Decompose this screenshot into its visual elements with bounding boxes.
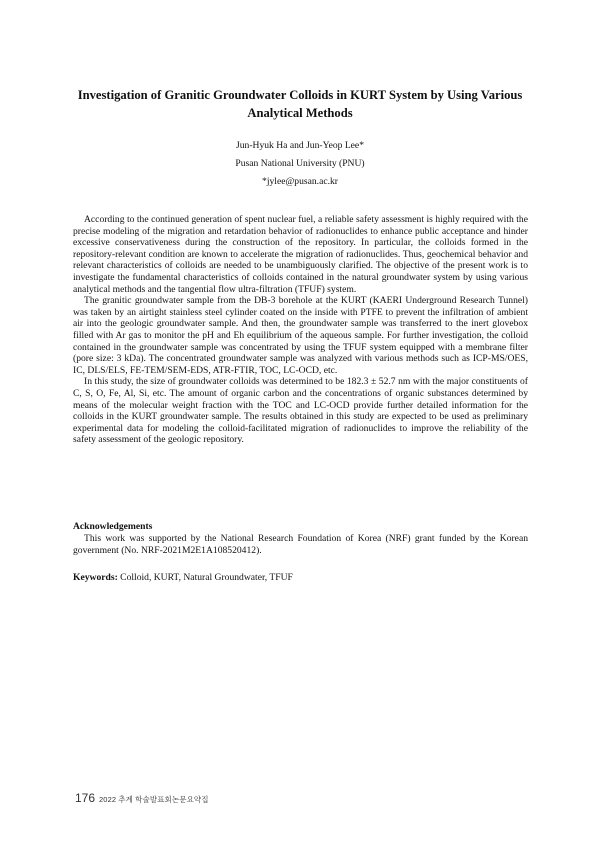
keywords-line <box>73 572 528 584</box>
proceedings-name: 2022 추계 학술발표회논문요약집 <box>99 795 209 804</box>
page-footer <box>75 789 209 807</box>
acknowledgements-heading: Acknowledgements <box>73 521 153 532</box>
paper-affiliation: Pusan National University (PNU) <box>235 158 365 169</box>
abstract-paragraph-1: According to the continued generation of spent nuclear fuel, a reliable safety assessment is highly required with the precise modeling of the migration and retardation behavior of radionuclides to enhance public acceptance and hinder excessive conservativeness during the construction of the repository. In particular, the colloids formed in the repository-relevant condition are known to accelerate the migration of radionuclides. Thus, geochemical behavior and relevant characteristics of colloids are needed to be unambiguously clarified. The objective of the present work is to investigate the fundamental characteristics of colloids contained in the natural groundwater system by using various analytical methods and the tangential flow ultra-filtration (TFUF) system. <box>73 214 528 295</box>
paper-title: Investigation of Granitic Groundwater Colloids in KURT System by Using Various Analytical Methods <box>77 88 523 120</box>
acknowledgements-text: This work was supported by the National Research Foundation of Korea (NRF) grant funded by the Korean government (No. NRF-2021M2E1A108520412). <box>73 533 528 556</box>
abstract-paragraph-2: The granitic groundwater sample from the DB-3 borehole at the KURT (KAERI Underground Research Tunnel) was taken by an airtight stainless steel cylinder coated on the inside with PTFE to prevent the infiltration of ambient air into the geologic groundwater sample. And then, the groundwater sample was transferred to the inert glovebox filled with Ar gas to monitor the pH and Eh equilibrium of the aqueous sample. For further investigation, the colloid contained in the groundwater sample was concentrated by using the TFUF system equipped with a membrane filter (pore size: 3 kDa). The concentrated groundwater sample was analyzed with various methods such as ICP-MS/OES, IC, DLS/ELS, FE-TEM/SEM-EDS, ATR-FTIR, TOC, LC-OCD, etc. <box>73 295 528 376</box>
corresponding-email: *jylee@pusan.ac.kr <box>262 176 338 187</box>
keywords-list: Colloid, KURT, Natural Groundwater, TFUF <box>120 572 293 583</box>
abstract-paragraph-3: In this study, the size of groundwater colloids was determined to be 182.3 ± 52.7 nm with the major constituents of C, S, O, Fe, Al, Si, etc. The amount of organic carbon and the concentrations of organic substances determined by means of the molecular weight fraction with the TOC and LC-OCD provide further detailed information for the colloids in the KURT groundwater sample. The results obtained in this study are expected to be used as preliminary experimental data for modeling the colloid-facilitated migration of radionuclides to improve the reliability of the safety assessment of the geologic repository. <box>73 376 528 446</box>
keywords-label: Keywords: <box>73 572 118 583</box>
abstract-body <box>73 214 528 446</box>
paper-authors: Jun-Hyuk Ha and Jun-Yeop Lee* <box>236 140 364 151</box>
page-number: 176 <box>75 791 96 805</box>
